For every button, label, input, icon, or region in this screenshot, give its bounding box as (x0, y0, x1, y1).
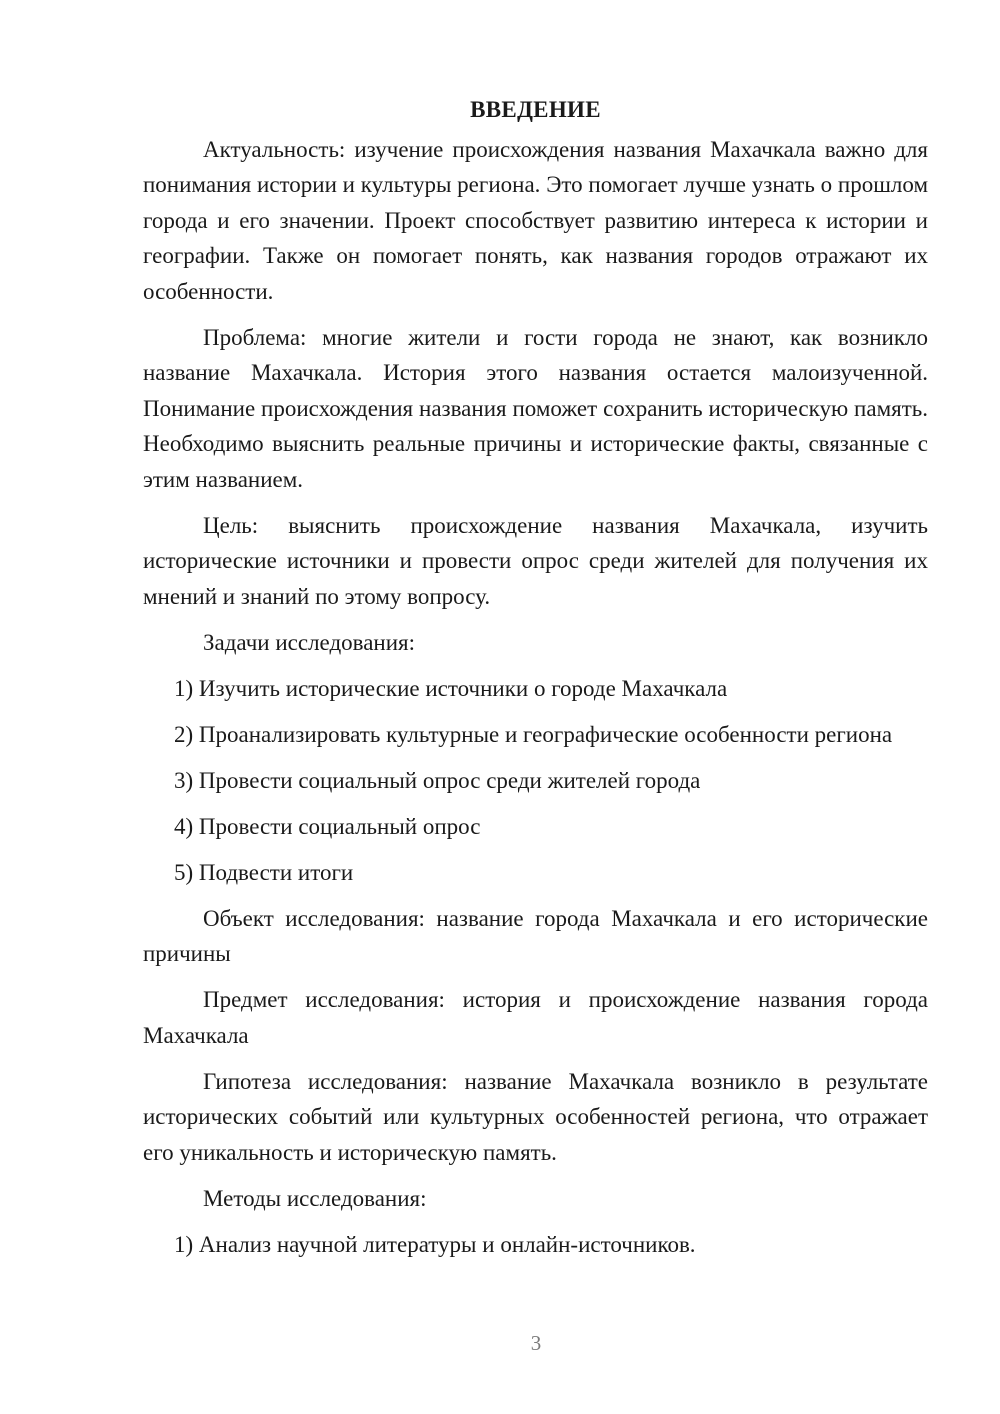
task-item: 4) Провести социальный опрос (174, 813, 481, 839)
methods-heading: Методы исследования: (203, 1185, 427, 1211)
subject-paragraph: Предмет исследования: история и происхождение названия города Махачкала (143, 987, 928, 1048)
problem-paragraph: Проблема: многие жители и гости города не знают, как возникло название Махачкала. История этого названия остается малоизученной. Понимание происхождения названия поможет сохранить историческую память. Необходимо выяснить реальные причины и исторические факты, связанные с этим названием. (143, 324, 928, 492)
task-item: 2) Проанализировать культурные и географические особенности региона (174, 721, 893, 747)
hypothesis-paragraph: Гипотеза исследования: название Махачкала возникло в результате исторических событий или культурных особенностей региона, что отражает его уникальность и историческую память. (143, 1068, 928, 1165)
task-item: 1) Изучить исторические источники о городе Махачкала (174, 675, 728, 701)
method-item: 1) Анализ научной литературы и онлайн-источников. (174, 1231, 696, 1257)
goal-paragraph: Цель: выяснить происхождение названия Махачкала, изучить исторические источники и провести опрос среди жителей для получения их мнений и знаний по этому вопросу. (143, 512, 928, 609)
object-paragraph: Объект исследования: название города Махачкала и его исторические причины (143, 905, 928, 966)
page-content (143, 92, 928, 1273)
page-number: 3 (530, 1331, 542, 1355)
tasks-heading: Задачи исследования: (203, 629, 416, 655)
task-item: 3) Провести социальный опрос среди жителей города (174, 767, 701, 793)
task-item: 5) Подвести итоги (174, 859, 354, 885)
relevance-paragraph: Актуальность: изучение происхождения названия Махачкала важно для понимания истории и культуры региона. Это помогает лучше узнать о прошлом города и его значении. Проект способствует развитию интереса к истории и географии. Также он помогает понять, как названия городов отражают их особенности. (143, 136, 928, 304)
page-title: ВВЕДЕНИЕ (470, 97, 601, 122)
